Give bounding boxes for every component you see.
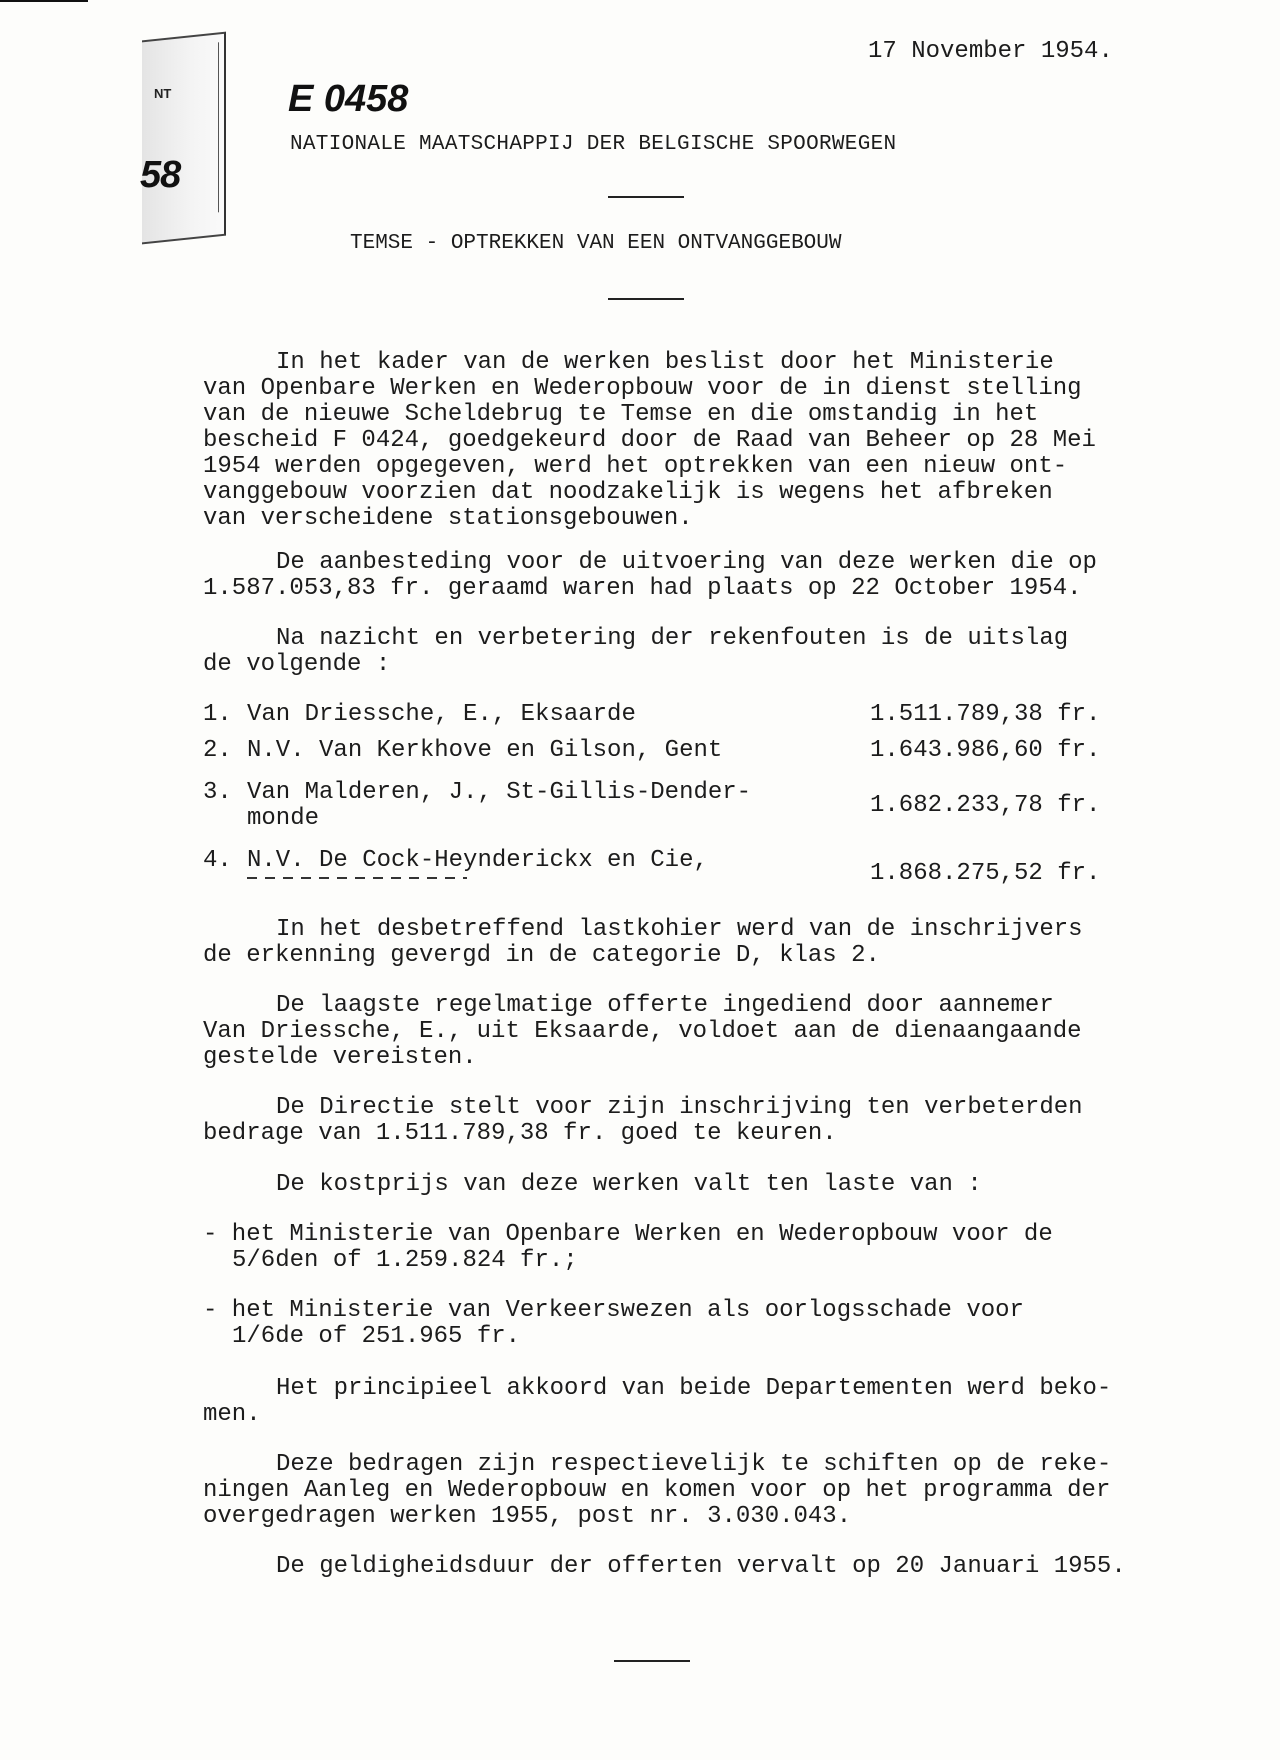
- paragraph-accounts: Deze bedragen zijn respectievelijk te schiften op de reke- ningen Aanleg en Wederopbouw en komen voor op het programma der overgedragen werken 1955, post nr. 3.030.043.: [203, 1451, 1112, 1530]
- stamp-number: 58: [140, 154, 181, 196]
- paragraph-intro: In het kader van de werken beslist door het Ministerie van Openbare Werken en Wederopbouw voor de in dienst stelling van de nieuwe Scheldebrug te Temse en die omstandig in het bescheid F 0424, goedgekeurd door de Raad van Beheer op 28 Mei 1954 werden opgegeven, werd het optrekken van een nieuw ont- vanggebouw voorzien dat noodzakelijk is wegens het afbreken van verscheidene stationsgebouwen.: [203, 349, 1096, 532]
- bidder-name: N.V. Van Kerkhove en Gilson, Gent: [247, 737, 723, 764]
- cut-off-text-line: [247, 874, 467, 880]
- document-page: NT 58 17 November 1954. E 0458 NATIONALE MAATSCHAPPIJ DER BELGISCHE SPOORWEGEN TEMSE - OPTREKKEN VAN EEN ONTVANGGEBOUW In het kader van de werken beslist door het Ministerie van Openbare Werken en Wederopbouw voor de in dienst stelling van de nieuwe Scheldebrug te Temse en die omstandig in het bescheid F 0424, goedgekeurd door de Raad van Beheer op 28 Mei 1954 werden opgegeven, werd het optrekken van een nieuw ont- vanggebouw voorzien dat noodzakelijk is wegens het afbreken van verscheidene stationsgebouwen. De aanbesteding voor de uitvoering van deze werken die op 1.587.053,83 fr. geraamd waren had plaats op 22 October 1954. Na nazicht en verbetering der rekenfouten is de uitslag de volgende : 1. Van Driessche, E., Eksaarde 1.511.789,38 fr. 2. N.V. Van Kerkhove en Gilson, Gent 1.643.986,60 fr. 3. Van Malderen, J., St-Gillis-Dender- monde 1.682.233,78 fr. 4. N.V. De Cock-Heynderickx en Cie, 1.868.275,52 fr. In het desbetreffend lastkohier werd van de inschrijvers de erkenning gevergd in de categorie D, klas 2. De laagste regelmatige offerte ingediend door aannemer Van Driessche, E., uit Eksaarde, voldoet aan de dienaangaande gestelde vereisten. De Directie stelt voor zijn inschrijving ten verbeterden bedrage van 1.511.789,38 fr. goed te keuren. De kostprijs van deze werken valt ten laste van : - het Ministerie van Openbare Werken en Wederopbouw voor de 5/6den of 1.259.824 fr.; - het Ministerie van Verkeerswezen als oorlogsschade voor 1/6de of 251.965 fr. Het principieel akkoord van beide Departementen werd beko- men. Deze bedragen zijn respectievelijk te schiften op de reke- ningen Aanleg en Wederopbouw en komen voor op het programma der overgedragen werken 1955, post nr. 3.030.043. De geldigheidsduur der offerten vervalt op 20 Januari 1955.: [0, 0, 1280, 1760]
- corner-mark: [0, 0, 88, 2]
- document-code: E 0458: [288, 78, 409, 120]
- paragraph-lowest-offer: De laagste regelmatige offerte ingediend door aannemer Van Driessche, E., uit Eksaarde, voldoet aan de dienaangaande gestelde vereisten.: [203, 992, 1082, 1071]
- document-date: 17 November 1954.: [868, 38, 1113, 65]
- paragraph-result-intro: Na nazicht en verbetering der rekenfouten is de uitslag de volgende :: [203, 625, 1069, 678]
- bidder-name: Van Driessche, E., Eksaarde: [247, 701, 636, 728]
- bidder-name: N.V. De Cock-Heynderickx en Cie,: [247, 847, 708, 874]
- bidder-amount: 1.643.986,60 fr.: [870, 737, 1101, 764]
- divider-subject: [608, 298, 684, 300]
- divider-bottom: [614, 1660, 690, 1662]
- binder-stamp: [140, 36, 235, 216]
- paragraph-cost-intro: De kostprijs van deze werken valt ten laste van :: [276, 1171, 982, 1198]
- stamp-top-text: NT: [154, 86, 172, 101]
- paragraph-validity: De geldigheidsduur der offerten vervalt op 20 Januari 1955.: [276, 1553, 1126, 1580]
- divider-top: [608, 196, 684, 198]
- document-subject: TEMSE - OPTREKKEN VAN EEN ONTVANGGEBOUW: [350, 232, 842, 255]
- paragraph-cost-item-1: - het Ministerie van Openbare Werken en Wederopbouw voor de 5/6den of 1.259.824 fr.;: [203, 1221, 1053, 1274]
- paragraph-agreement: Het principieel akkoord van beide Departementen werd beko- men.: [203, 1375, 1112, 1428]
- bidder-name: Van Malderen, J., St-Gillis-Dender- monde: [247, 779, 752, 832]
- paragraph-recognition: In het desbetreffend lastkohier werd van de inschrijvers de erkenning gevergd in de categorie D, klas 2.: [203, 916, 1083, 969]
- paragraph-proposal: De Directie stelt voor zijn inschrijving ten verbeterden bedrage van 1.511.789,38 fr. goed te keuren.: [203, 1094, 1083, 1147]
- paragraph-tender: De aanbesteding voor de uitvoering van deze werken die op 1.587.053,83 fr. geraamd waren had plaats op 22 October 1954.: [203, 549, 1097, 602]
- organization-name: NATIONALE MAATSCHAPPIJ DER BELGISCHE SPOORWEGEN: [290, 133, 897, 156]
- bidder-amount: 1.868.275,52 fr.: [870, 860, 1101, 887]
- bidder-amount: 1.511.789,38 fr.: [870, 701, 1101, 728]
- paragraph-cost-item-2: - het Ministerie van Verkeerswezen als oorlogsschade voor 1/6de of 251.965 fr.: [203, 1297, 1024, 1350]
- bidder-amount: 1.682.233,78 fr.: [870, 792, 1101, 819]
